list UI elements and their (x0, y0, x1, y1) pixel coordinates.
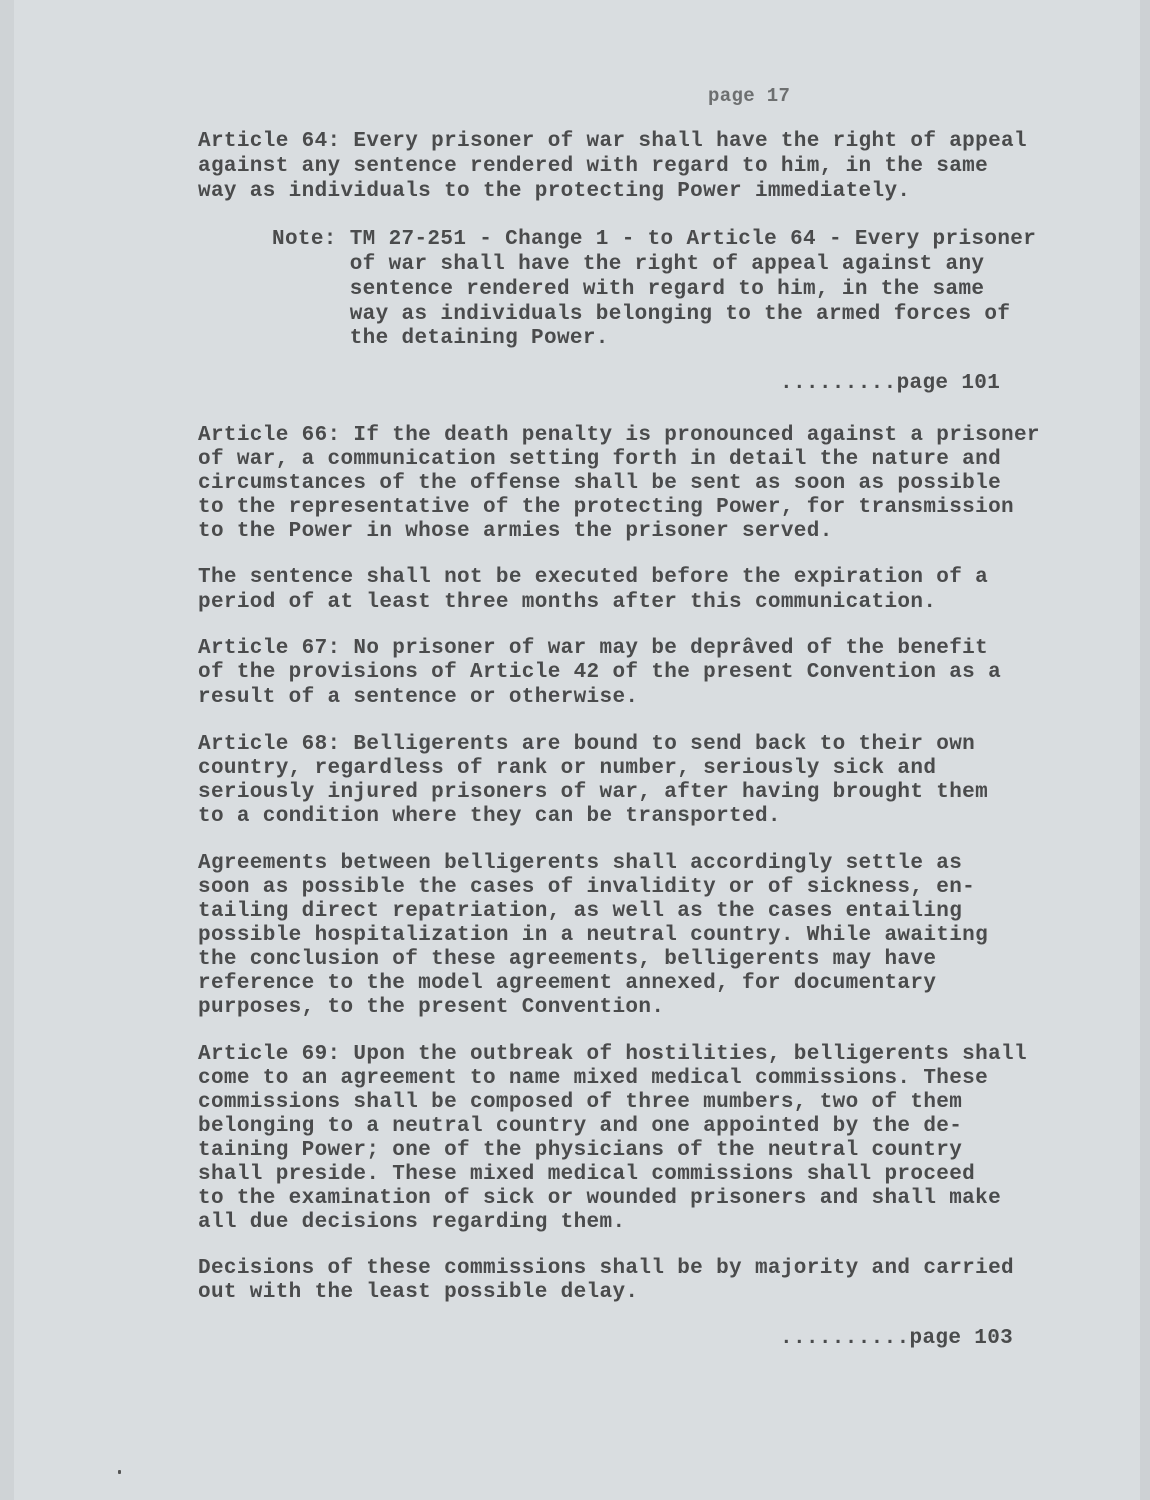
text-line: commissions shall be composed of three mumbers, two of them (198, 1091, 963, 1114)
text-line: of the provisions of Article 42 of the present Convention as a (198, 661, 1002, 684)
text-line: soon as possible the cases of invalidity or of sickness, en- (198, 876, 976, 899)
text-line: come to an agreement to name mixed medical commissions. These (198, 1067, 989, 1090)
text-line: to a condition where they can be transported. (198, 805, 781, 828)
text-line: tailing direct repatriation, as well as the cases entailing (198, 900, 963, 923)
scan-edge-right (1140, 0, 1150, 1500)
text-line: of war shall have the right of appeal against any (272, 253, 985, 276)
text-line: the conclusion of these agreements, belligerents may have (198, 948, 937, 971)
text-line: of war, a communication setting forth in detail the nature and (198, 448, 1002, 471)
text-line: Article 69: Upon the outbreak of hostilities, belligerents shall (198, 1043, 1027, 1066)
text-line: seriously injured prisoners of war, after having brought them (198, 781, 989, 804)
text-line: Article 68: Belligerents are bound to send back to their own (198, 733, 976, 756)
text-line: sentence rendered with regard to him, in the same (272, 278, 985, 301)
text-line: Article 66: If the death penalty is pronounced against a prisoner (198, 424, 1040, 447)
scan-edge-left (0, 0, 14, 1500)
text-line: period of at least three months after this communication. (198, 591, 937, 614)
text-line: to the Power in whose armies the prisoner served. (198, 520, 833, 543)
text-line: country, regardless of rank or number, seriously sick and (198, 757, 937, 780)
text-line: The sentence shall not be executed before the expiration of a (198, 566, 989, 589)
text-line: result of a sentence or otherwise. (198, 686, 639, 709)
text-line: Agreements between belligerents shall accordingly settle as (198, 852, 963, 875)
text-line: purposes, to the present Convention. (198, 996, 665, 1019)
text-line: out with the least possible delay. (198, 1281, 639, 1304)
text-line: all due decisions regarding them. (198, 1211, 626, 1234)
text-line: reference to the model agreement annexed, for documentary (198, 972, 937, 995)
text-line: against any sentence rendered with regard to him, in the same (198, 155, 989, 178)
text-line: way as individuals belonging to the armed forces of (272, 303, 1011, 326)
page-number: page 17 (708, 85, 791, 107)
text-line: Note: TM 27-251 - Change 1 - to Article 64 - Every prisoner (272, 228, 1037, 251)
text-line: way as individuals to the protecting Power immediately. (198, 180, 911, 203)
text-line: possible hospitalization in a neutral country. While awaiting (198, 924, 989, 947)
text-line: to the examination of sick or wounded prisoners and shall make (198, 1187, 1002, 1210)
text-line: taining Power; one of the physicians of the neutral country (198, 1139, 963, 1162)
page-reference: ..........page 103 (780, 1327, 1014, 1350)
text-line: to the representative of the protecting Power, for transmission (198, 496, 1014, 519)
text-line: Decisions of these commissions shall be by majority and carried (198, 1257, 1014, 1280)
ink-speck (118, 1470, 121, 1474)
text-line: Article 67: No prisoner of war may be deprâved of the benefit (198, 637, 989, 660)
text-line: the detaining Power. (272, 327, 609, 350)
text-line: shall preside. These mixed medical commissions shall proceed (198, 1163, 976, 1186)
page-reference: .........page 101 (780, 372, 1001, 395)
text-line: Article 64: Every prisoner of war shall have the right of appeal (198, 130, 1027, 153)
text-line: circumstances of the offense shall be sent as soon as possible (198, 472, 1002, 495)
text-line: belonging to a neutral country and one appointed by the de- (198, 1115, 963, 1138)
